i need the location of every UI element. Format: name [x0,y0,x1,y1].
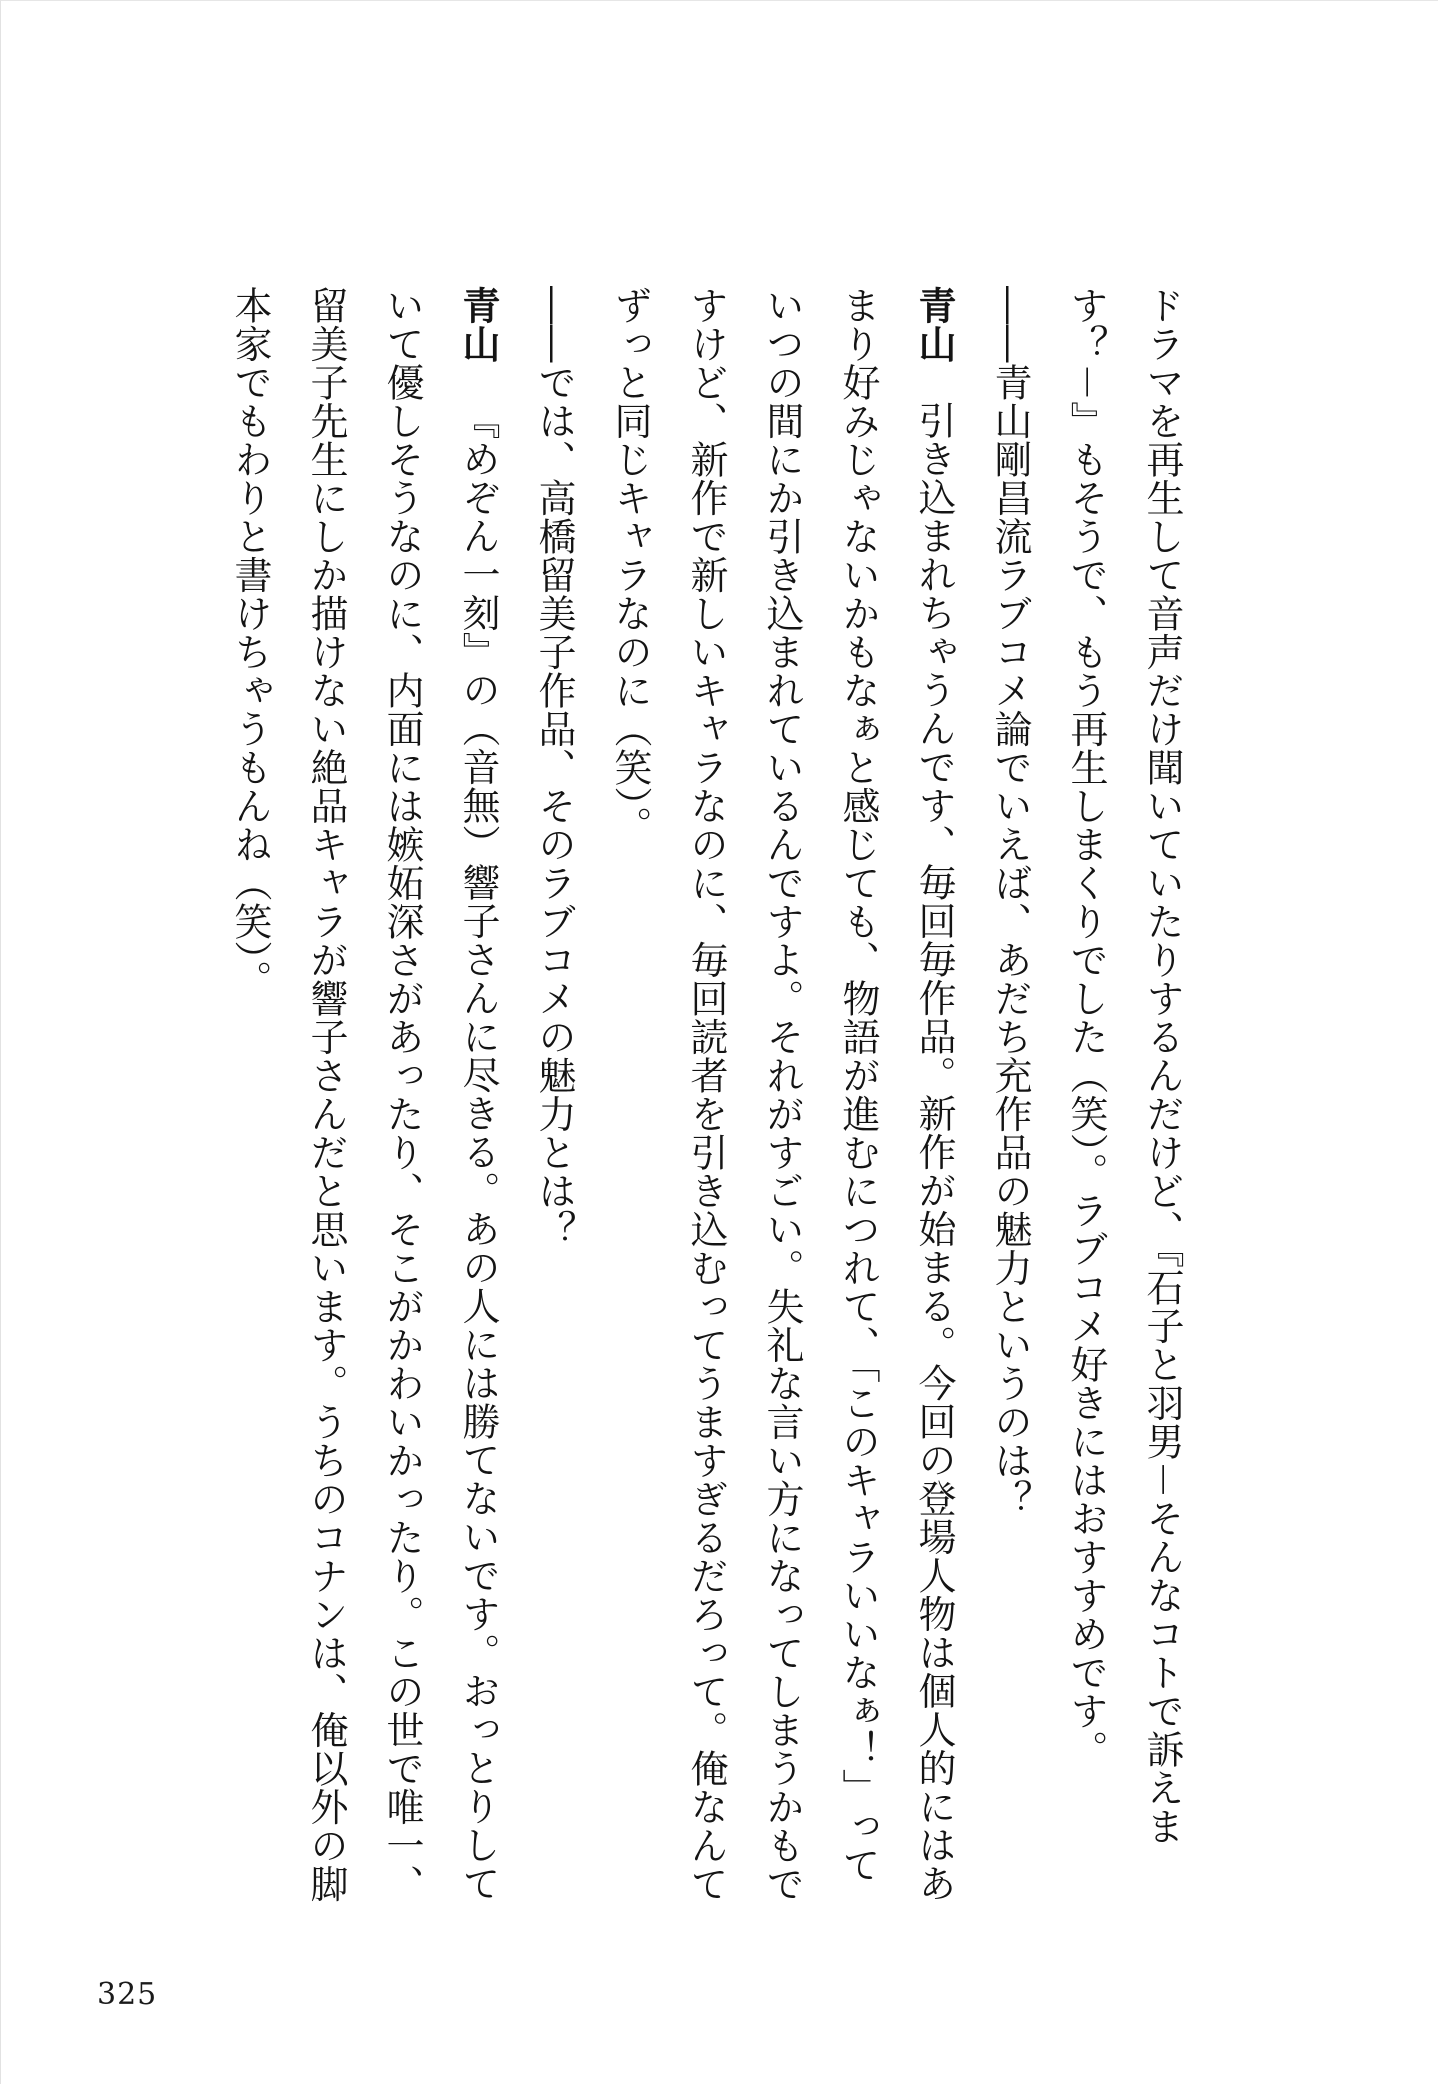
paragraph-text: ――では、高橋留美子作品、そのラブコメの魅力とは？ [532,286,576,1249]
vertical-body-text [212,286,1200,1921]
speaker-label: 青山 [912,286,956,363]
paragraph-text: 『めぞん一刻』の（音無）響子さんに尽きる。あの人には勝てないです。おっとりしていて優しそうなのに、内面には嫉妬深さがあったり、そこがかわいかったり。この世で唯一、留美子先生にしか描けない絶品キャラが響子さんだと思います。うちのコナンは、俺以外の脚本家でもわりと書けちゃうもんね（笑）。 [228,286,500,1903]
page-number: 325 [97,1977,158,2012]
paragraph-1 [1048,286,1200,1921]
paragraph-text: ドラマを再生して音声だけ聞いていたりするんだけど、『石子と羽男－そんなコトで訴えます？－』もそうで、もう再生しまくりでした（笑）。ラブコメ好きにはおすすめです。 [1064,286,1184,1846]
paragraph-5 [212,286,516,1921]
paragraph-text: ――青山剛昌流ラブコメ論でいえば、あだち充作品の魅力というのは？ [988,286,1032,1518]
paragraph-4 [516,286,592,1921]
speaker-label: 青山 [456,286,500,363]
paragraph-text: 引き込まれちゃうんです、毎回毎作品。新作が始まる。今回の登場人物は個人的にはあまり好みじゃないかもなぁと感じても、物語が進むにつれて、「このキャラいいなぁ！」っていつの間にか引き込まれているんですよ。それがすごい。失礼な言い方になってしまうかもですけど、新作で新しいキャラなのに、毎回読者を引き込むってうますぎるだろって。俺なんてずっと同じキャラなのに（笑）。 [608,286,956,1903]
paragraph-3 [592,286,972,1921]
paragraph-2 [972,286,1048,1921]
